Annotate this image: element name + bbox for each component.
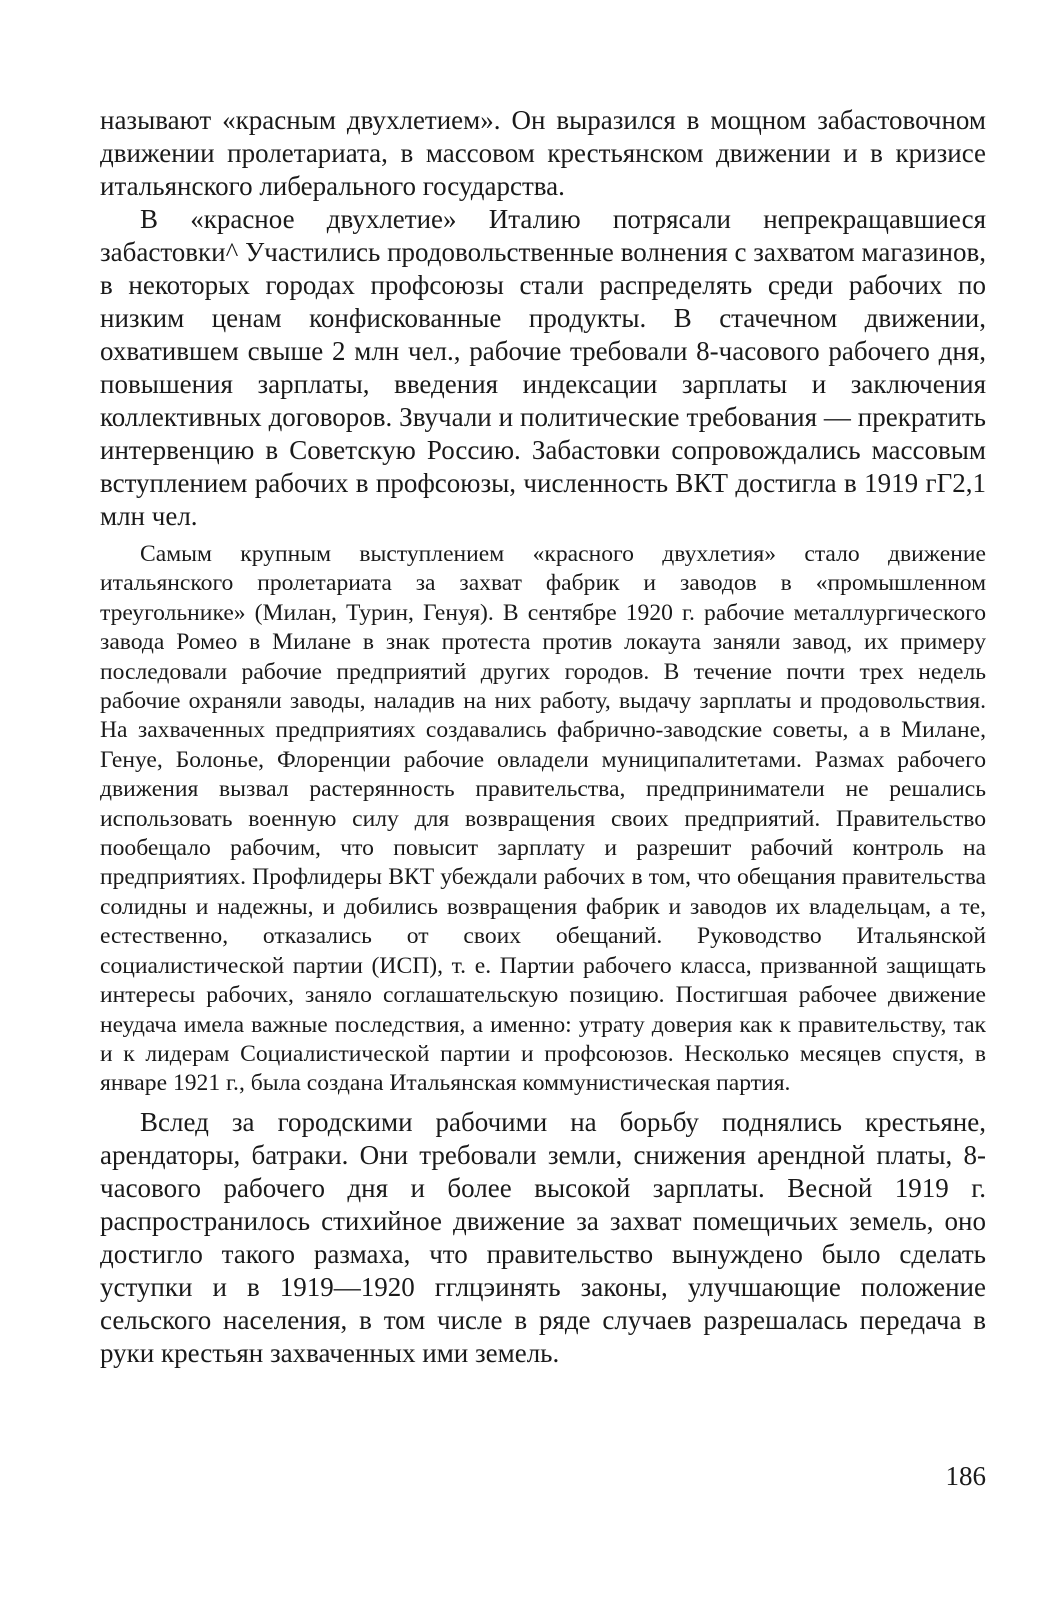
page-number: 186 [945,1461,986,1491]
page-body [100,104,986,1370]
paragraph-4: Вслед за городскими рабочими на борьбу поднялись крестьяне, арендаторы, батраки. Они требовали земли, снижения арендной платы, 8-часового рабочего дня и более высокой зарплаты. Весной 1919 г. распространилось стихийное движение за захват помещичьих земель, оно достигло такого размаха, что правительство вынуждено было сделать уступки и в 1919—1920 гглцэинять законы, улучшающие положение сельского населения, в том числе в ряде случаев разрешалась передача в руки крестьян захваченных ими земель. [100,1106,986,1368]
paragraph-2: В «красное двухлетие» Италию потрясали непрекращавшиеся забастовки^ Участились продовольственные волнения с захватом магазинов, в некоторых городах профсоюзы стали распределять среди рабочих по низким ценам конфискованные продукты. В стачечном движении, охватившем свыше 2 млн чел., рабочие требовали 8-часового рабочего дня, повышения зарплаты, введения индексации зарплаты и заключения коллективных договоров. Звучали и политические требования — прекратить интервенцию в Советскую Россию. Забастовки сопровождались массовым вступлением рабочих в профсоюзы, численность ВКТ достигла в 1919 гГ2,1 млн чел. [100,204,986,531]
paragraph-3-small-print: Самым крупным выступлением «красного двухлетия» стало движение итальянского пролетариата за захват фабрик и заводов в «промышленном треугольнике» (Милан, Турин, Генуя). В сентябре 1920 г. рабочие металлургического завода Ромео в Милане в знак протеста против локаута заняли завод, их примеру последовали рабочие предприятий других городов. В течение почти трех недель рабочие охраняли заводы, наладив на них работу, выдачу зарплаты и продовольствия. На захваченных предприятиях создавались фабрично-заводские советы, а в Милане, Генуе, Болонье, Флоренции рабочие овладели муниципалитетами. Размах рабочего движения вызвал растерянность правительства, предприниматели не решались использовать военную силу для возвращения своих предприятий. Правительство пообещало рабочим, что повысит зарплату и разрешит рабочий контроль на предприятиях. Профлидеры ВКТ убеждали рабочих в том, что обещания правительства солидны и надежны, и добились возвращения фабрик и заводов их владельцам, а те, естественно, отказались от своих обещаний. Руководство Итальянской социалистической партии (ИСП), т. е. Партии рабочего класса, призванной защищать интересы рабочих, заняло соглашательскую позицию. Постигшая рабочее движение неудача имела важные последствия, а именно: утрату доверия как к правительству, так и к лидерам Социалистической партии и профсоюзов. Несколько месяцев спустя, в январе 1921 г., была создана Итальянская коммунистическая партия. [100,541,986,1097]
paragraph-1: называют «красным двухлетием». Он выразился в мощном забастовочном движении пролетариата, в массовом крестьянском движении и в кризисе итальянского либерального государства. [100,105,986,201]
